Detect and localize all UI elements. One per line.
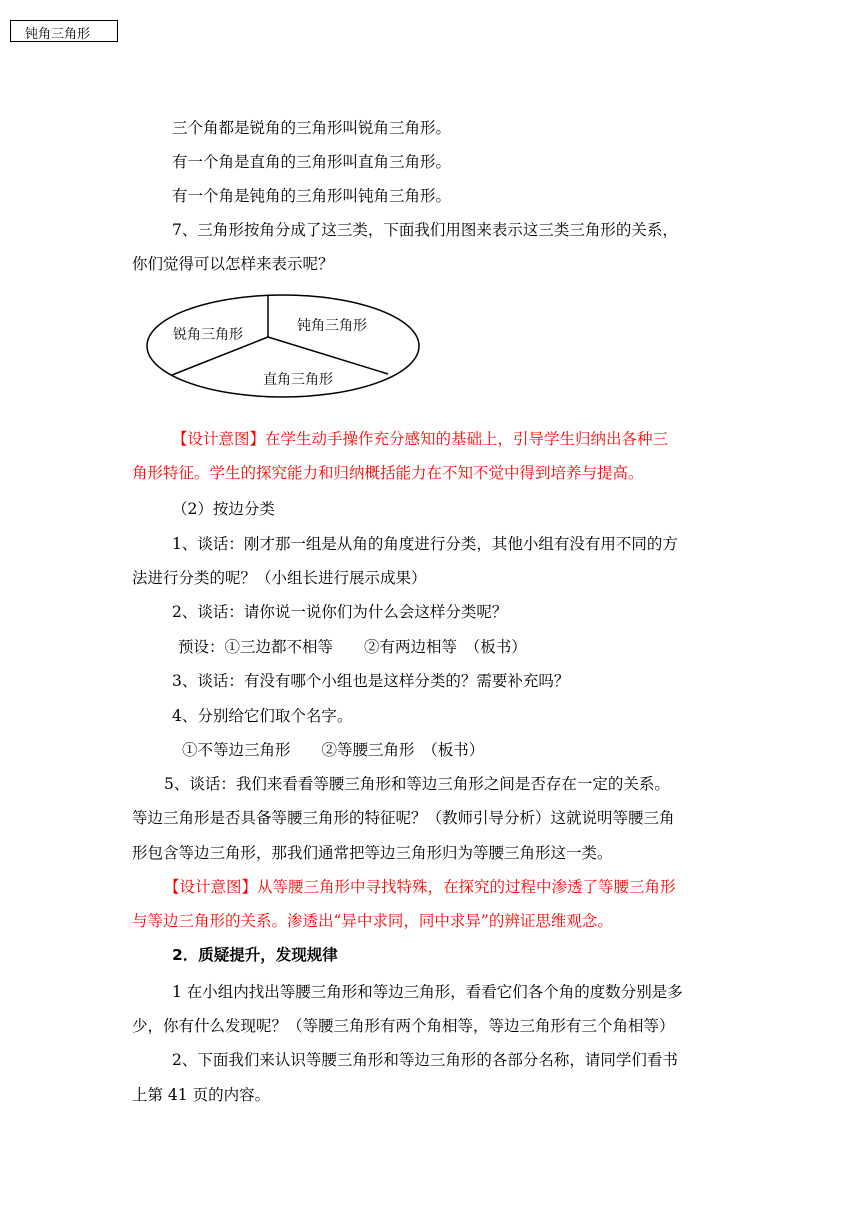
section-heading: 2．质疑提升，发现规律: [172, 946, 338, 964]
text-line: 2、谈话：请你说一说你们为什么会这样分类呢？: [172, 603, 508, 621]
text-line: 7、三角形按角分成了这三类，下面我们用图来表示这三类三角形的关系，: [172, 221, 678, 239]
text-line: 3、谈话：有没有哪个小组也是这样分类的？需要补充吗？: [172, 672, 570, 690]
diagram-divider: [268, 337, 388, 374]
text-line: 三个角都是锐角的三角形叫锐角三角形。: [172, 119, 452, 137]
text-line: 法进行分类的呢？（小组长进行展示成果）: [132, 569, 427, 587]
text-line: 你们觉得可以怎样来表示呢？: [132, 255, 334, 273]
design-intent: 与等边三角形的关系。渗透出“异中求同，同中求异”的辨证思维观念。: [132, 912, 613, 930]
classification-diagram: [145, 291, 425, 401]
text-line: 等边三角形是否具备等腰三角形的特征呢？（教师引导分析）这就说明等腰三角: [132, 809, 675, 827]
text-line: 预设：①三边都不相等 ②有两边相等 （板书）: [178, 638, 527, 656]
text-line: 有一个角是直角的三角形叫直角三角形。: [172, 153, 452, 171]
text-line: 1、谈话：刚才那一组是从角的角度进行分类，其他小组有没有用不同的方: [172, 535, 678, 553]
text-line: 有一个角是钝角的三角形叫钝角三角形。: [172, 187, 452, 205]
text-line: 5、谈话：我们来看看等腰三角形和等边三角形之间是否存在一定的关系。: [164, 775, 670, 793]
design-intent: 角形特征。学生的探究能力和归纳概括能力在不知不觉中得到培养与提高。: [132, 464, 644, 482]
text-line: 2、下面我们来认识等腰三角形和等边三角形的各部分名称，请同学们看书: [172, 1051, 678, 1069]
text-line: 形包含等边三角形，那我们通常把等边三角形归为等腰三角形这一类。: [132, 844, 613, 862]
design-intent: 【设计意图】从等腰三角形中寻找特殊，在探究的过程中渗透了等腰三角形: [164, 878, 676, 896]
region-label-obtuse: 钝角三角形: [297, 318, 367, 334]
section-heading: （2）按边分类: [172, 500, 275, 518]
text-line: 少，你有什么发现呢？（等腰三角形有两个角相等，等边三角形有三个角相等）: [132, 1017, 675, 1035]
text-line: 1 在小组内找出等腰三角形和等边三角形，看看它们各个角的度数分别是多: [172, 983, 683, 1001]
text-line: 上第 41 页的内容。: [132, 1086, 271, 1104]
text-line: 4、分别给它们取个名字。: [172, 707, 353, 725]
design-intent: 【设计意图】在学生动手操作充分感知的基础上，引导学生归纳出各种三: [172, 430, 669, 448]
text-line: ①不等边三角形 ②等腰三角形 （板书）: [182, 741, 485, 759]
region-label-right: 直角三角形: [263, 372, 333, 388]
header-tag-box: 钝角三角形: [10, 20, 118, 42]
region-label-acute: 锐角三角形: [173, 327, 243, 343]
